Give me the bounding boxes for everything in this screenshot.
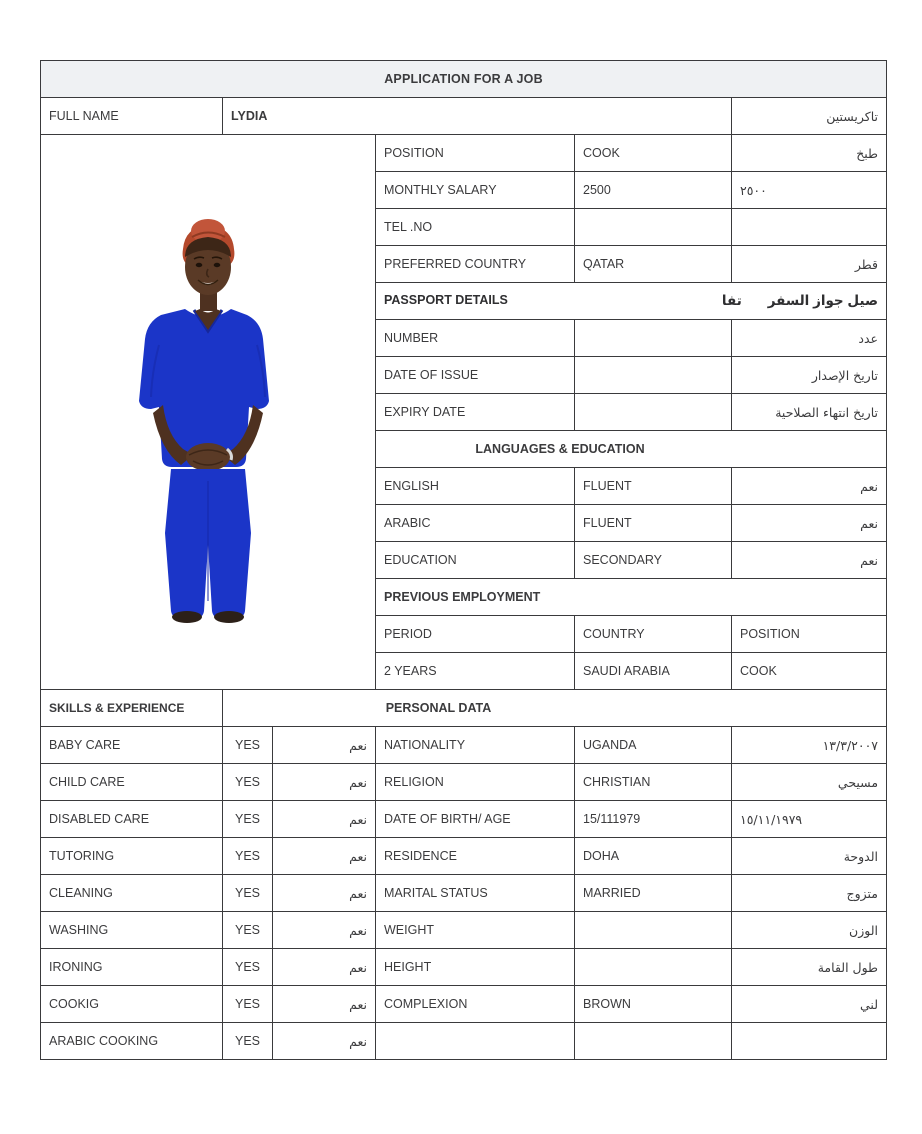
personal-value[interactable] [575, 912, 732, 949]
skill-value[interactable]: YES [223, 838, 273, 875]
language-label: EDUCATION [376, 542, 575, 579]
form-body [41, 61, 887, 1060]
language-arabic: نعم [732, 505, 887, 542]
full-name-label: FULL NAME [41, 98, 223, 135]
photo-cell [41, 135, 376, 690]
personal-value[interactable] [575, 1023, 732, 1060]
employment-position[interactable]: COOK [732, 653, 887, 690]
personal-label: RELIGION [376, 764, 575, 801]
job-detail-arabic: ٢٥٠٠ [732, 172, 887, 209]
application-form-table [40, 60, 887, 1060]
skill-label: CLEANING [41, 875, 223, 912]
skill-label: CHILD CARE [41, 764, 223, 801]
skill-arabic: نعم [273, 1023, 376, 1060]
personal-label: MARITAL STATUS [376, 875, 575, 912]
job-detail-label: POSITION [376, 135, 575, 172]
skill-value[interactable]: YES [223, 912, 273, 949]
personal-label: NATIONALITY [376, 727, 575, 764]
skill-arabic: نعم [273, 764, 376, 801]
passport-label: DATE OF ISSUE [376, 357, 575, 394]
employment-header-position: POSITION [732, 616, 887, 653]
skill-value[interactable]: YES [223, 986, 273, 1023]
employment-header-period: PERIOD [376, 616, 575, 653]
data-row [41, 875, 887, 912]
personal-label [376, 1023, 575, 1060]
passport-value[interactable] [575, 320, 732, 357]
skill-label: WASHING [41, 912, 223, 949]
passport-arabic: عدد [732, 320, 887, 357]
job-detail-value[interactable]: 2500 [575, 172, 732, 209]
employment-section-header: PREVIOUS EMPLOYMENT [376, 579, 887, 616]
employment-country[interactable]: SAUDI ARABIA [575, 653, 732, 690]
skill-value[interactable]: YES [223, 875, 273, 912]
job-detail-arabic: طبخ [732, 135, 887, 172]
personal-arabic: لني [732, 986, 887, 1023]
personal-arabic: الوزن [732, 912, 887, 949]
personal-label: COMPLEXION [376, 986, 575, 1023]
job-detail-arabic: قطر [732, 246, 887, 283]
skill-label: COOKIG [41, 986, 223, 1023]
skill-arabic: نعم [273, 801, 376, 838]
passport-label: EXPIRY DATE [376, 394, 575, 431]
language-value[interactable]: FLUENT [575, 505, 732, 542]
job-detail-value[interactable] [575, 209, 732, 246]
data-row [41, 727, 887, 764]
personal-data-section-label: PERSONAL DATA [223, 690, 887, 727]
personal-arabic: طول القامة [732, 949, 887, 986]
employment-period[interactable]: 2 YEARS [376, 653, 575, 690]
personal-label: DATE OF BIRTH/ AGE [376, 801, 575, 838]
skill-label: ARABIC COOKING [41, 1023, 223, 1060]
personal-label: HEIGHT [376, 949, 575, 986]
personal-value[interactable] [575, 949, 732, 986]
job-detail-arabic [732, 209, 887, 246]
personal-arabic: ١٣/٣/٢٠٠٧ [732, 727, 887, 764]
skill-label: DISABLED CARE [41, 801, 223, 838]
passport-value[interactable] [575, 394, 732, 431]
personal-value[interactable]: 15/111979 [575, 801, 732, 838]
skill-value[interactable]: YES [223, 727, 273, 764]
personal-label: WEIGHT [376, 912, 575, 949]
skill-label: IRONING [41, 949, 223, 986]
passport-section-header [376, 283, 887, 320]
passport-arabic: تاريخ الإصدار [732, 357, 887, 394]
personal-arabic: الدوحة [732, 838, 887, 875]
passport-label: NUMBER [376, 320, 575, 357]
skill-value[interactable]: YES [223, 764, 273, 801]
passport-value[interactable] [575, 357, 732, 394]
data-row [41, 764, 887, 801]
skill-value[interactable]: YES [223, 949, 273, 986]
title-row [41, 61, 887, 98]
skill-arabic: نعم [273, 912, 376, 949]
job-detail-value[interactable]: COOK [575, 135, 732, 172]
languages-section-header: LANGUAGES & EDUCATION [376, 431, 887, 468]
skill-arabic: نعم [273, 875, 376, 912]
skills-section-label: SKILLS & EXPERIENCE [41, 690, 223, 727]
skill-arabic: نعم [273, 838, 376, 875]
full-name-value[interactable]: LYDIA [223, 98, 732, 135]
personal-arabic [732, 1023, 887, 1060]
job-detail-label: PREFERRED COUNTRY [376, 246, 575, 283]
page-title: APPLICATION FOR A JOB [41, 61, 887, 98]
job-detail-label: MONTHLY SALARY [376, 172, 575, 209]
job-detail-value[interactable]: QATAR [575, 246, 732, 283]
personal-arabic: مسيحي [732, 764, 887, 801]
language-value[interactable]: SECONDARY [575, 542, 732, 579]
passport-section-label: PASSPORT DETAILS [384, 293, 508, 307]
data-row [41, 801, 887, 838]
employment-header-country: COUNTRY [575, 616, 732, 653]
skill-arabic: نعم [273, 986, 376, 1023]
full-name-row [41, 98, 887, 135]
language-label: ARABIC [376, 505, 575, 542]
skill-arabic: نعم [273, 727, 376, 764]
skill-label: TUTORING [41, 838, 223, 875]
passport-section-arabic: صيل جواز السفرتفا [721, 293, 879, 308]
personal-value[interactable]: DOHA [575, 838, 732, 875]
data-row [41, 912, 887, 949]
skill-label: BABY CARE [41, 727, 223, 764]
data-row [41, 1023, 887, 1060]
full-name-arabic: تاكريستين [732, 98, 887, 135]
language-arabic: نعم [732, 542, 887, 579]
personal-value[interactable]: CHRISTIAN [575, 764, 732, 801]
skill-value[interactable]: YES [223, 1023, 273, 1060]
personal-label: RESIDENCE [376, 838, 575, 875]
personal-value[interactable]: MARRIED [575, 875, 732, 912]
personal-value[interactable]: BROWN [575, 986, 732, 1023]
language-arabic: نعم [732, 468, 887, 505]
language-value[interactable]: FLUENT [575, 468, 732, 505]
personal-arabic: متزوج [732, 875, 887, 912]
data-row [41, 838, 887, 875]
applicant-photo [123, 197, 293, 627]
job-detail-label: TEL .NO [376, 209, 575, 246]
personal-arabic: ١٥/١١/١٩٧٩ [732, 801, 887, 838]
skill-arabic: نعم [273, 949, 376, 986]
language-label: ENGLISH [376, 468, 575, 505]
skill-value[interactable]: YES [223, 801, 273, 838]
data-row [41, 949, 887, 986]
data-row [41, 986, 887, 1023]
skills-personal-header-row [41, 690, 887, 727]
personal-value[interactable]: UGANDA [575, 727, 732, 764]
job-detail-row [41, 135, 887, 172]
passport-arabic: تاريخ انتهاء الصلاحية [732, 394, 887, 431]
